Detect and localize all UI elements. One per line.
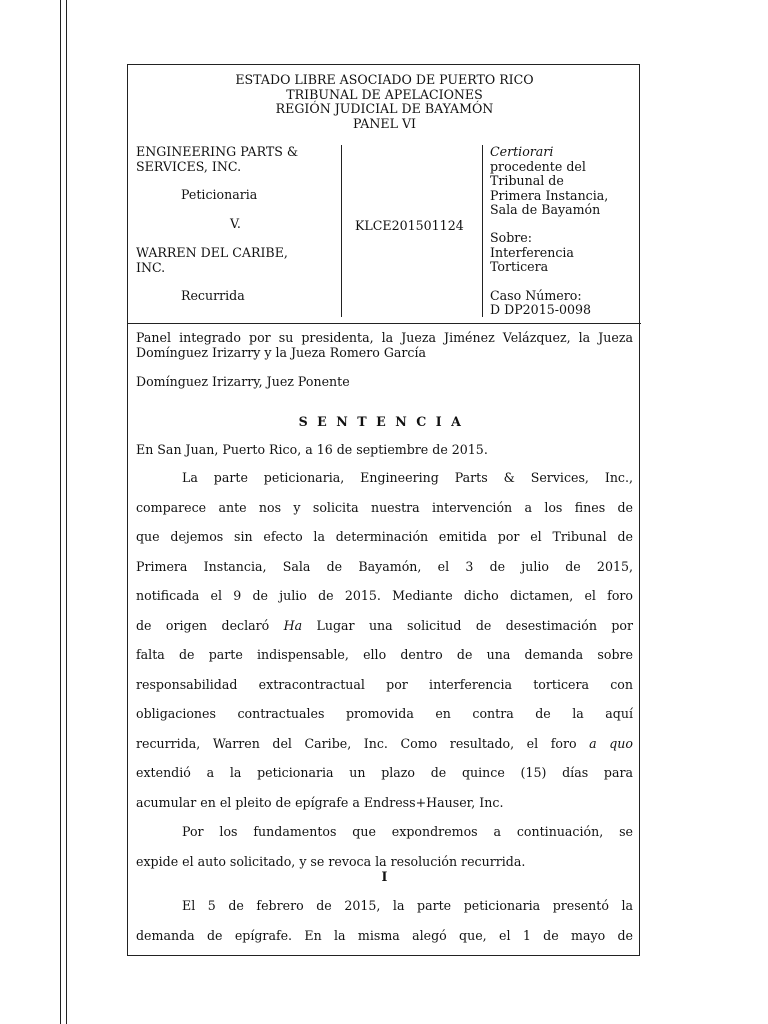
caption-parties: [136, 145, 342, 317]
p1-line-5: notificada el 9 de julio de 2015. Mediante dicho dictamen, el foro: [136, 588, 633, 603]
p1-line-10-italic: a quo: [589, 735, 633, 751]
p1-line-6: [136, 619, 633, 649]
paragraph-3: [136, 899, 633, 958]
p1-line-4: Primera Instancia, Sala de Bayamón, el 3 de julio de 2015,: [136, 558, 633, 574]
p1-line-1: La parte peticionaria, Engineering Parts & Services, Inc.,: [182, 470, 633, 485]
lower-case-label: Caso Número:: [490, 287, 582, 303]
case-caption: [128, 145, 641, 317]
p1-line-6-pre: de origen declaró: [136, 617, 284, 633]
respondent-name-line-2: INC.: [136, 259, 166, 275]
margin-line-inner: [66, 0, 67, 1024]
header-line-1: ESTADO LIBRE ASOCIADO DE PUERTO RICO: [235, 72, 534, 87]
p1-line-12: acumular en el pleito de epígrafe a Endress+Hauser, Inc.: [136, 794, 504, 810]
p1-line-6-post: Lugar una solicitud de desestimación por: [302, 617, 633, 633]
judge-ponente: Domínguez Irizarry, Juez Ponente: [136, 374, 350, 389]
procedure-line-5: Sala de Bayamón: [490, 202, 601, 217]
versus: V.: [230, 216, 241, 231]
p1-line-9: obligaciones contractuales promovida en contra de la aquí: [136, 706, 633, 721]
petitioner-role: Peticionaria: [181, 187, 258, 202]
sentencia-title: SENTENCIA: [298, 414, 471, 429]
p3-line-2: demanda de epígrafe. En la misma alegó que, el 1 de mayo de: [136, 927, 633, 943]
procedure-line-3: Tribunal de: [490, 173, 564, 188]
p1-line-3: que dejemos sin efecto la determinación emitida por el Tribunal de: [136, 529, 633, 544]
petitioner-name-line-1: ENGINEERING PARTS &: [136, 144, 299, 159]
subject-line-2: Torticera: [490, 259, 549, 274]
margin-line-outer: [60, 0, 61, 1024]
header-line-3: REGIÓN JUDICIAL DE BAYAMÓN: [275, 101, 494, 116]
paragraph-1: [136, 471, 633, 884]
subject-line-1: Interferencia: [490, 244, 574, 260]
date-line: En San Juan, Puerto Rico, a 16 de septiembre de 2015.: [136, 442, 488, 457]
court-header: [128, 73, 641, 131]
certiorari-label: Certiorari: [490, 144, 554, 159]
header-line-4: PANEL VI: [352, 115, 417, 131]
p2-line-2: expide el auto solicitado, y se revoca la resolución recurrida.: [136, 853, 526, 869]
p3-line-1: El 5 de febrero de 2015, la parte peticionaria presentó la: [182, 898, 633, 913]
procedure-line-2: procedente del: [490, 158, 586, 174]
p1-line-7: falta de parte indispensable, ello dentro de una demanda sobre: [136, 647, 633, 662]
p2-line-1: Por los fundamentos que expondremos a continuación, se: [182, 824, 633, 839]
caption-divider: [128, 323, 641, 324]
case-number: KLCE201501124: [355, 218, 464, 233]
caption-procedure: [482, 145, 641, 317]
section-numeral: I: [381, 869, 388, 884]
lower-case-number: D DP2015-0098: [490, 302, 592, 317]
p1-line-10-pre: recurrida, Warren del Caribe, Inc. Como resultado, el foro: [136, 735, 590, 751]
p1-line-8: responsabilidad extracontractual por interferencia torticera con: [136, 676, 633, 692]
panel-composition: Panel integrado por su presidenta, la Jueza Jiménez Velázquez, la Jueza Domínguez Irizarry y la Jueza Romero García: [136, 330, 633, 360]
respondent-role: Recurrida: [181, 288, 245, 303]
subject-label: Sobre:: [490, 230, 532, 245]
p1-line-11: extendió a la peticionaria un plazo de quince (15) días para: [136, 765, 633, 780]
p1-line-2: comparece ante nos y solicita nuestra intervención a los fines de: [136, 499, 633, 515]
procedure-line-4: Primera Instancia,: [490, 187, 609, 203]
respondent-name-line-1: WARREN DEL CARIBE,: [136, 245, 288, 260]
p1-line-6-italic: Ha: [283, 617, 303, 633]
header-line-2: TRIBUNAL DE APELACIONES: [286, 86, 483, 102]
p1-line-10: [136, 737, 633, 767]
petitioner-name-line-2: SERVICES, INC.: [136, 158, 242, 174]
document-page: [127, 64, 640, 956]
